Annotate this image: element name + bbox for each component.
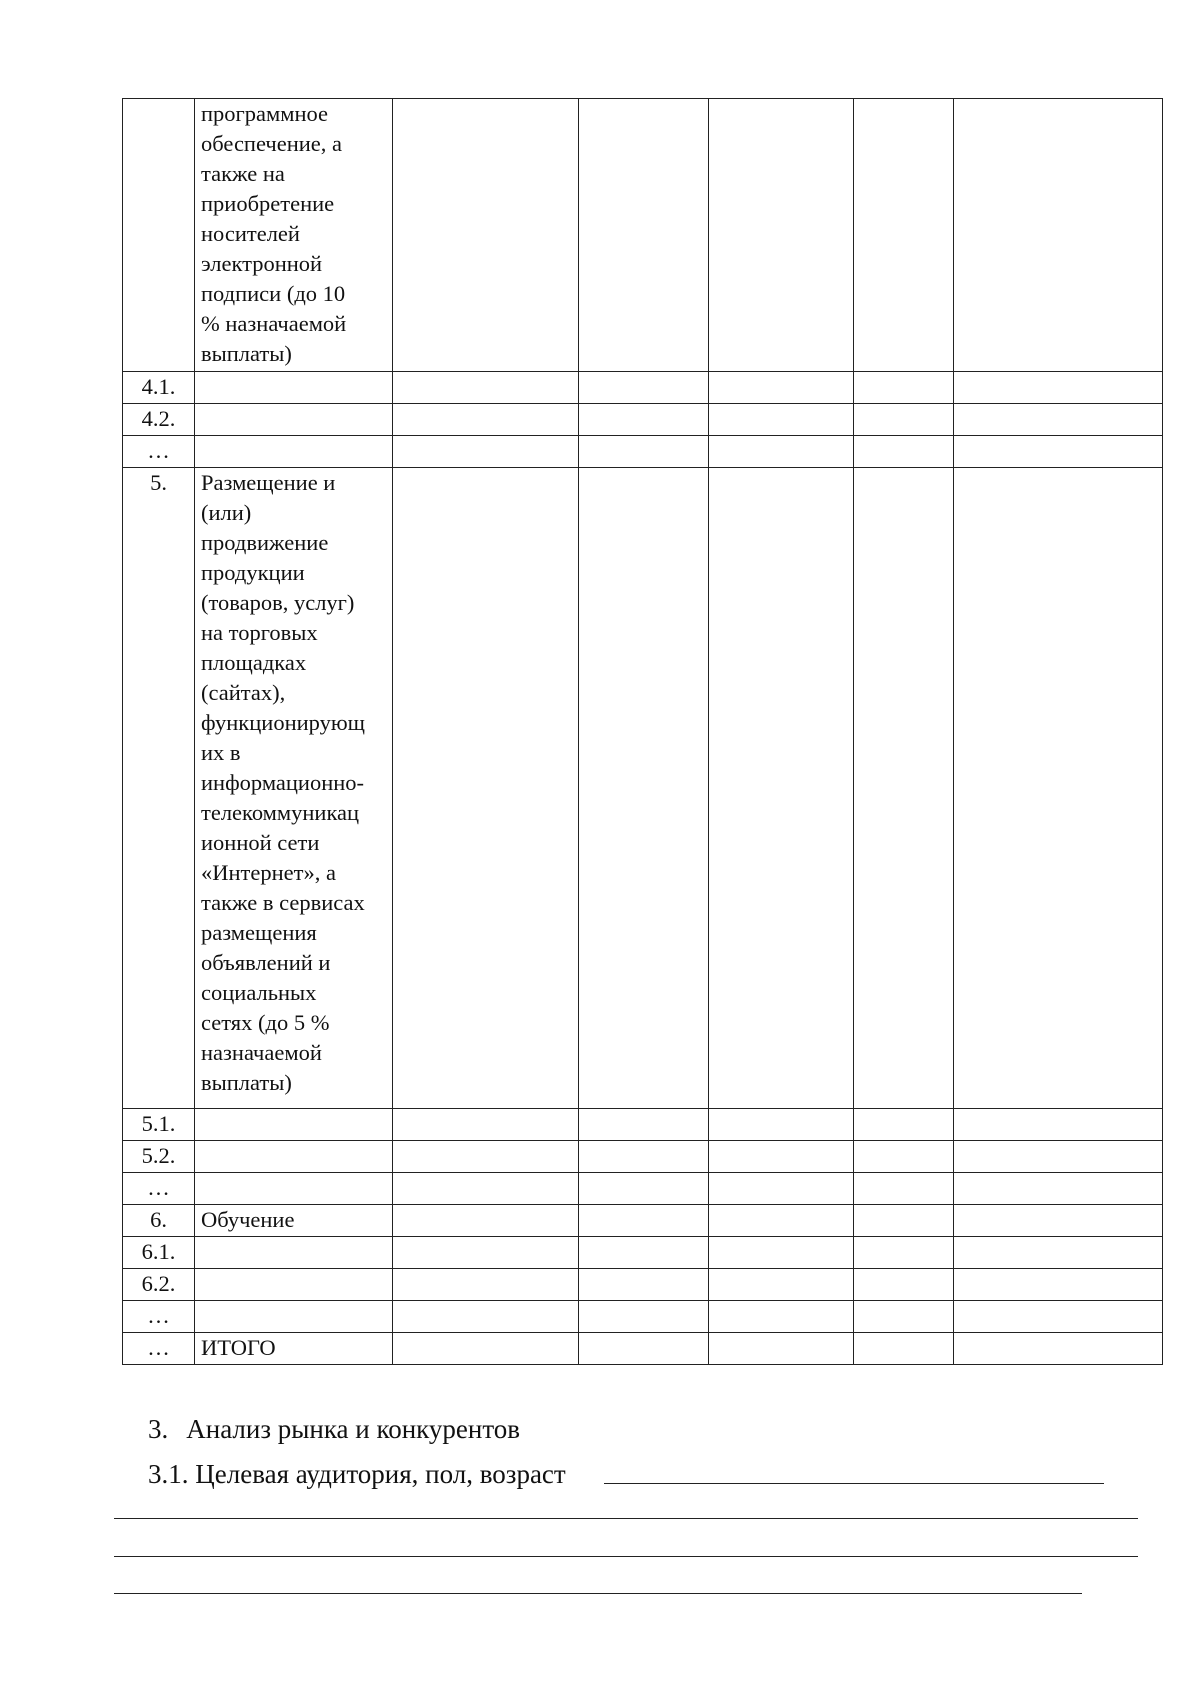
table-row bbox=[123, 1109, 1163, 1141]
section-number: 3. bbox=[148, 1414, 169, 1444]
table-cell bbox=[709, 468, 854, 1109]
fill-in-line bbox=[114, 1518, 1138, 1519]
row-number: … bbox=[123, 1173, 195, 1205]
row-description bbox=[195, 436, 393, 468]
row-description bbox=[195, 1237, 393, 1269]
table-cell bbox=[709, 1269, 854, 1301]
row-description bbox=[195, 1141, 393, 1173]
table-cell bbox=[393, 1301, 579, 1333]
row-description bbox=[195, 1109, 393, 1141]
table-cell bbox=[579, 1269, 709, 1301]
table-cell bbox=[393, 404, 579, 436]
table-row bbox=[123, 404, 1163, 436]
table-cell bbox=[579, 1237, 709, 1269]
table-cell bbox=[954, 99, 1163, 372]
table-cell bbox=[393, 99, 579, 372]
table-cell bbox=[709, 1173, 854, 1205]
row-description bbox=[195, 1301, 393, 1333]
table-cell bbox=[579, 372, 709, 404]
row-description: программное обеспечение, а также на приобретение носителей электронной подписи (до 10 % назначаемой выплаты) bbox=[195, 99, 393, 372]
table-cell bbox=[393, 468, 579, 1109]
total-label: ИТОГО bbox=[195, 1333, 393, 1365]
table-row bbox=[123, 1269, 1163, 1301]
row-number: 6. bbox=[123, 1205, 195, 1237]
table-cell bbox=[579, 1333, 709, 1365]
section-title: Анализ рынка и конкурентов bbox=[186, 1414, 521, 1444]
row-number: 4.2. bbox=[123, 404, 195, 436]
row-number: 5.1. bbox=[123, 1109, 195, 1141]
table-cell bbox=[709, 1333, 854, 1365]
table-cell bbox=[579, 404, 709, 436]
table-cell bbox=[854, 1333, 954, 1365]
row-description: Обучение bbox=[195, 1205, 393, 1237]
table-cell bbox=[954, 1269, 1163, 1301]
table-cell bbox=[579, 468, 709, 1109]
table-cell bbox=[954, 1237, 1163, 1269]
row-number: … bbox=[123, 1301, 195, 1333]
table-cell bbox=[854, 372, 954, 404]
table-cell bbox=[579, 1205, 709, 1237]
row-number: 6.2. bbox=[123, 1269, 195, 1301]
table-cell bbox=[854, 1269, 954, 1301]
table-cell bbox=[579, 1173, 709, 1205]
table-cell bbox=[393, 1333, 579, 1365]
table-cell bbox=[954, 1109, 1163, 1141]
row-number: … bbox=[123, 1333, 195, 1365]
table-cell bbox=[579, 1109, 709, 1141]
row-description bbox=[195, 372, 393, 404]
row-number: 6.1. bbox=[123, 1237, 195, 1269]
table-cell bbox=[709, 404, 854, 436]
table-row bbox=[123, 1141, 1163, 1173]
table-cell bbox=[709, 1109, 854, 1141]
row-description bbox=[195, 404, 393, 436]
table-cell bbox=[854, 1237, 954, 1269]
table-cell bbox=[393, 436, 579, 468]
table-cell bbox=[393, 1109, 579, 1141]
table-cell bbox=[709, 1301, 854, 1333]
table-cell bbox=[954, 372, 1163, 404]
table-row bbox=[123, 436, 1163, 468]
table-cell bbox=[709, 1141, 854, 1173]
row-description: Размещение и (или) продвижение продукции (товаров, услуг) на торговых площадках (сайтах), функционирующ их в информационно- телекоммуникац ионной сети «Интернет», а также в сервисах размещения объявлений и социальных сетях (до 5 % назначаемой выплаты) bbox=[195, 468, 393, 1109]
table-cell bbox=[709, 1205, 854, 1237]
table-cell bbox=[393, 1269, 579, 1301]
table-cell bbox=[954, 1301, 1163, 1333]
subsection-field bbox=[148, 1457, 566, 1491]
table-cell bbox=[954, 436, 1163, 468]
table-cell bbox=[854, 404, 954, 436]
table-cell bbox=[579, 1301, 709, 1333]
row-description bbox=[195, 1269, 393, 1301]
row-number: 5.2. bbox=[123, 1141, 195, 1173]
table-cell bbox=[854, 468, 954, 1109]
table-cell bbox=[954, 1205, 1163, 1237]
table-row bbox=[123, 1237, 1163, 1269]
table-cell bbox=[579, 99, 709, 372]
row-number: 4.1. bbox=[123, 372, 195, 404]
table-cell bbox=[393, 1205, 579, 1237]
budget-table bbox=[122, 98, 1163, 1365]
field-label: Целевая аудитория, пол, возраст bbox=[195, 1459, 566, 1489]
table-row bbox=[123, 372, 1163, 404]
table-cell bbox=[954, 468, 1163, 1109]
table-cell bbox=[854, 1173, 954, 1205]
table-cell bbox=[954, 1173, 1163, 1205]
table-row bbox=[123, 1173, 1163, 1205]
table-row bbox=[123, 99, 1163, 372]
fill-in-line bbox=[604, 1483, 1104, 1484]
table-row bbox=[123, 1301, 1163, 1333]
table-cell bbox=[854, 1301, 954, 1333]
table-cell bbox=[579, 1141, 709, 1173]
row-number bbox=[123, 99, 195, 372]
table-cell bbox=[854, 1109, 954, 1141]
table-cell bbox=[393, 1173, 579, 1205]
table-cell bbox=[579, 436, 709, 468]
fill-in-line bbox=[114, 1556, 1138, 1557]
section-heading bbox=[148, 1412, 520, 1446]
table-cell bbox=[954, 1333, 1163, 1365]
table-cell bbox=[954, 404, 1163, 436]
table-cell bbox=[854, 436, 954, 468]
table-cell bbox=[854, 99, 954, 372]
table-cell bbox=[709, 1237, 854, 1269]
table-cell bbox=[393, 372, 579, 404]
table-cell bbox=[709, 372, 854, 404]
row-description bbox=[195, 1173, 393, 1205]
table-row bbox=[123, 468, 1163, 1109]
table-cell bbox=[854, 1205, 954, 1237]
table-cell bbox=[393, 1237, 579, 1269]
table-cell bbox=[393, 1141, 579, 1173]
table-cell bbox=[854, 1141, 954, 1173]
row-number: … bbox=[123, 436, 195, 468]
subsection-number: 3.1. bbox=[148, 1459, 189, 1489]
table-cell bbox=[709, 436, 854, 468]
fill-in-line bbox=[114, 1593, 1082, 1594]
row-number: 5. bbox=[123, 468, 195, 1109]
table-cell bbox=[709, 99, 854, 372]
table-row-total bbox=[123, 1333, 1163, 1365]
table-cell bbox=[954, 1141, 1163, 1173]
table-row bbox=[123, 1205, 1163, 1237]
